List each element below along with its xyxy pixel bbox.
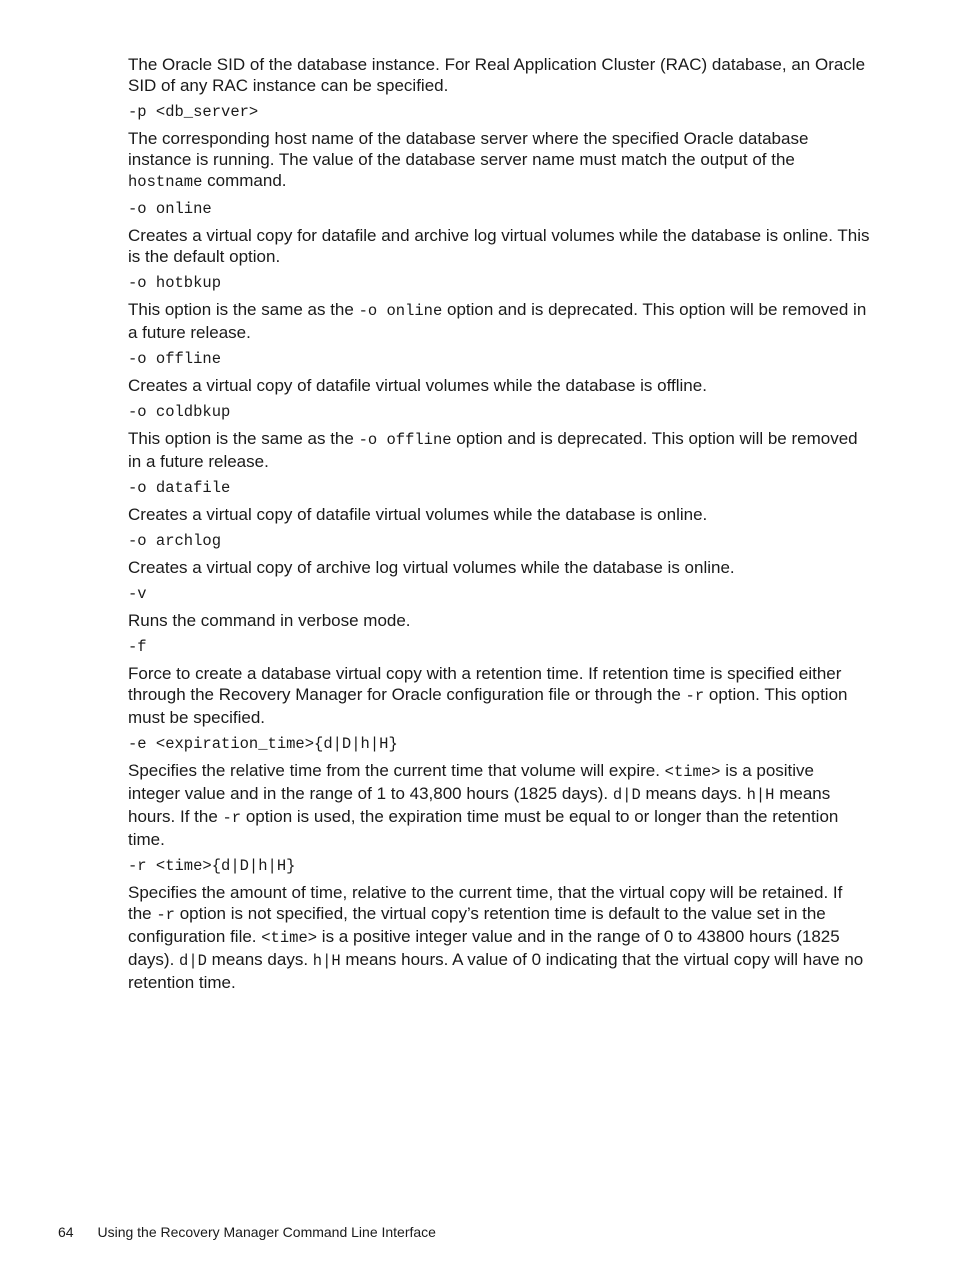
inline-code: -r <box>222 809 242 827</box>
text-run: Creates a virtual copy of archive log virtual volumes while the database is online. <box>128 558 735 577</box>
text-run: means days. <box>640 784 747 803</box>
footer-section-title: Using the Recovery Manager Command Line Interface <box>97 1224 436 1240</box>
option-description <box>128 128 870 193</box>
text-run: option is not specified, the virtual copy’s retention time is default to the value set in the configuration file. <box>128 904 826 946</box>
text-run: means hours. If the <box>128 784 831 826</box>
intro-description: The Oracle SID of the database instance. For Real Application Cluster (RAC) database, an Oracle SID of any RAC instance can be specified. <box>128 55 866 95</box>
text-run: option and is deprecated. This option will be removed in a future release. <box>128 429 858 471</box>
option-term: -o coldbkup <box>128 403 231 421</box>
option-description <box>128 504 870 525</box>
option-description <box>128 225 870 267</box>
option-term: -o archlog <box>128 532 222 550</box>
option-term: -r <time>{d|D|h|H} <box>128 857 296 875</box>
inline-code: -r <box>156 906 175 924</box>
text-run: means hours. A value of 0 indicating that the virtual copy will have no retention time. <box>128 950 864 992</box>
text-run: is a positive integer value and in the range of 0 to 43800 hours (1825 days). <box>128 927 840 969</box>
text-run: Creates a virtual copy of datafile virtual volumes while the database is online. <box>128 505 708 524</box>
option-description <box>128 557 870 578</box>
option-term: -o datafile <box>128 479 231 497</box>
page-number: 64 <box>58 1224 74 1240</box>
option-list <box>128 54 870 999</box>
inline-code: -o offline <box>358 431 452 449</box>
page-footer <box>58 1222 436 1242</box>
option-description <box>128 428 870 472</box>
inline-code: h|H <box>312 952 341 970</box>
text-run: Runs the command in verbose mode. <box>128 611 411 630</box>
inline-code: <time> <box>261 929 318 947</box>
text-run: means days. <box>206 950 313 969</box>
text-run: command. <box>202 171 287 190</box>
text-run: Creates a virtual copy for datafile and archive log virtual volumes while the database is online. This is the default option. <box>128 226 870 266</box>
inline-code: -r <box>685 687 705 705</box>
options-container <box>128 102 870 993</box>
text-run: Specifies the relative time from the current time that volume will expire. <box>128 761 665 780</box>
option-term: -o hotbkup <box>128 274 222 292</box>
option-term: -f <box>128 638 147 656</box>
option-term: -e <expiration_time>{d|D|h|H} <box>128 735 398 753</box>
option-term: -o offline <box>128 350 222 368</box>
option-description <box>128 663 870 728</box>
text-run: Creates a virtual copy of datafile virtual volumes while the database is offline. <box>128 376 707 395</box>
text-run: is a positive integer value and in the range of 1 to 43,800 hours (1825 days). <box>128 761 815 803</box>
option-description <box>128 299 870 343</box>
inline-code: h|H <box>746 786 775 804</box>
text-run: Specifies the amount of time, relative to the current time, that the virtual copy will be retained. If the <box>128 883 843 923</box>
text-run: The corresponding host name of the database server where the specified Oracle database instance is running. The value of the database server name must match the output of the <box>128 129 809 169</box>
option-description <box>128 375 870 396</box>
text-run: This option is the same as the <box>128 300 359 319</box>
text-run: option. This option must be specified. <box>128 685 848 727</box>
text-run: This option is the same as the <box>128 429 359 448</box>
option-term: -p <db_server> <box>128 103 259 121</box>
option-description <box>128 760 870 850</box>
inline-code: <time> <box>664 763 721 781</box>
inline-code: d|D <box>612 786 641 804</box>
text-run: option is used, the expiration time must be equal to or longer than the retention time. <box>128 807 839 849</box>
inline-code: -o online <box>358 302 443 320</box>
option-description <box>128 882 870 993</box>
inline-code: hostname <box>128 173 203 191</box>
option-term: -o online <box>128 200 212 218</box>
text-run: option and is deprecated. This option will be removed in a future release. <box>128 300 867 342</box>
option-term: -v <box>128 585 147 603</box>
inline-code: d|D <box>179 952 207 970</box>
option-description <box>128 610 870 631</box>
text-run: Force to create a database virtual copy with a retention time. If retention time is specified either through the Recovery Manager for Oracle configuration file or through the <box>128 664 842 704</box>
